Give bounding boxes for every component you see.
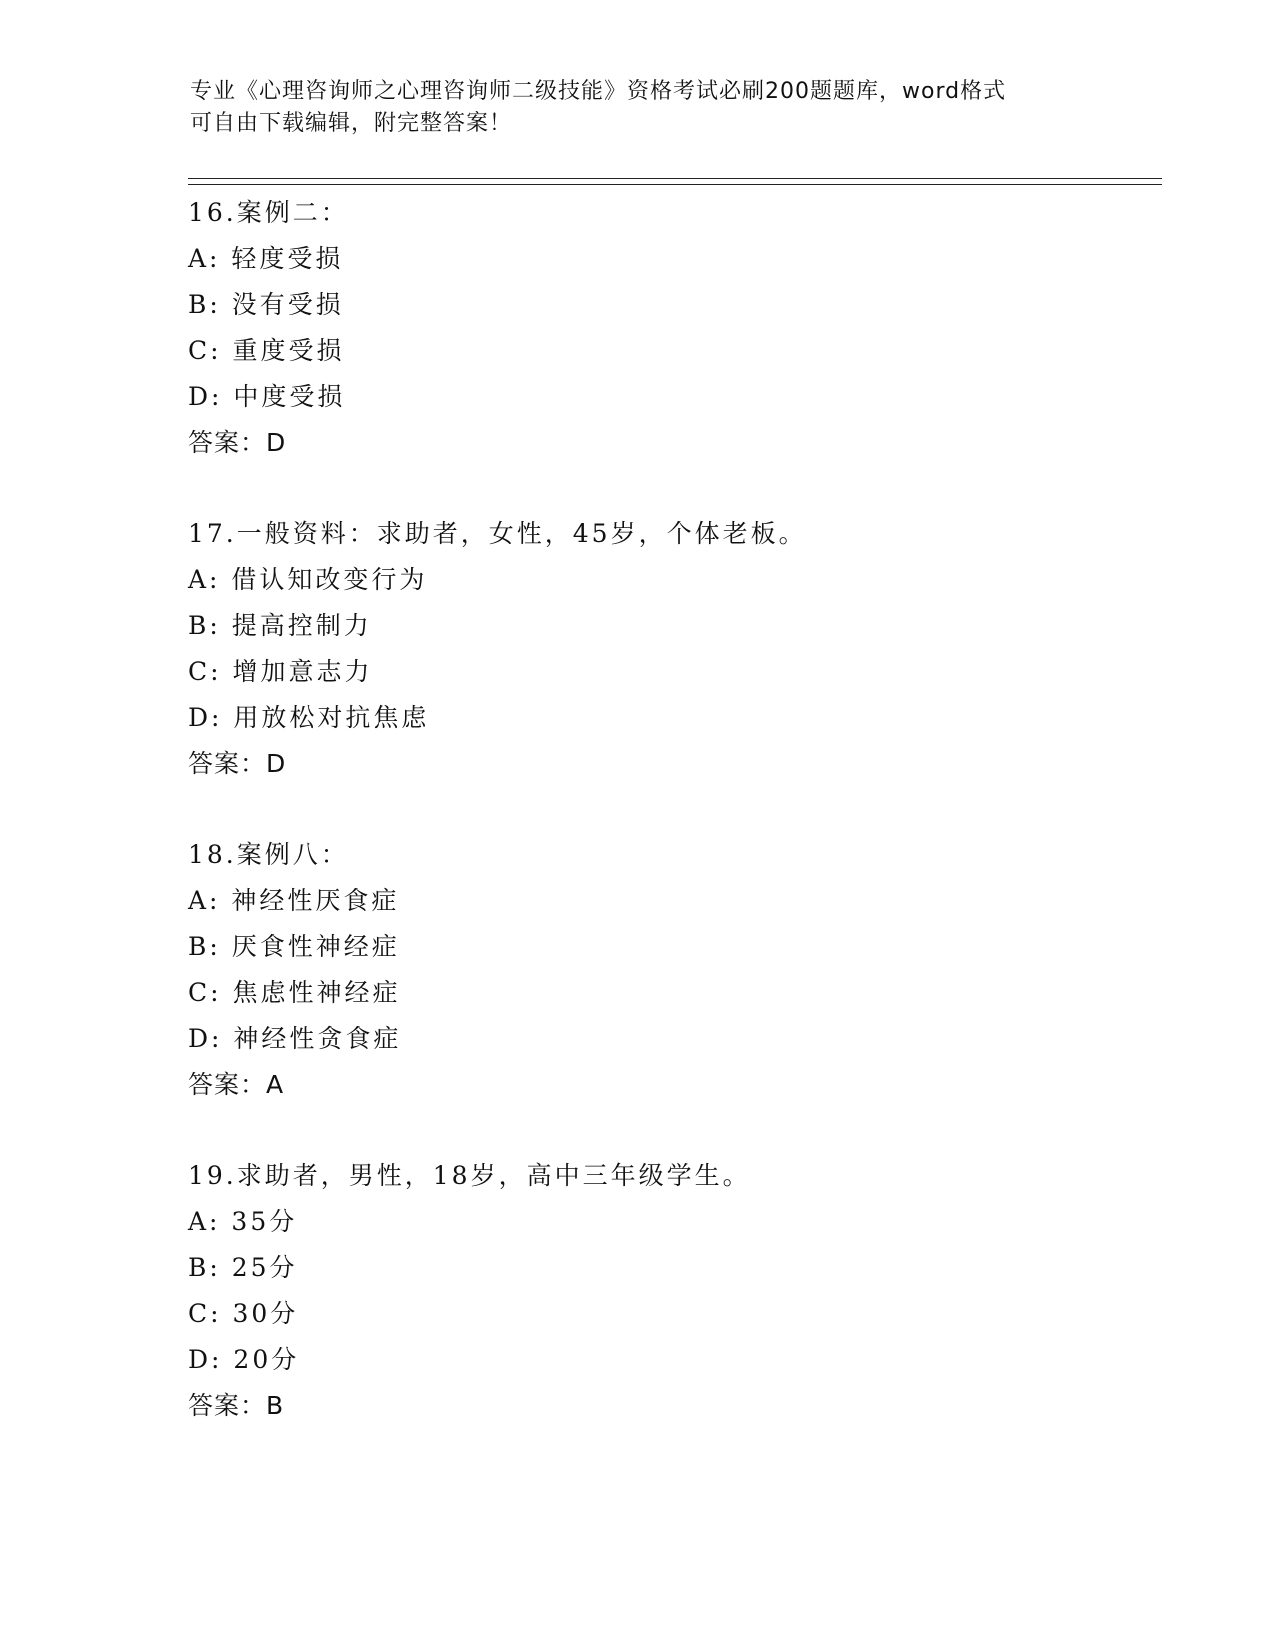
answer-line: 答案：D [188, 749, 287, 778]
option-c: C: 增加意志力 [188, 657, 373, 686]
option-c: C: 30分 [188, 1299, 299, 1328]
option-d: D: 神经性贪食症 [188, 1024, 402, 1053]
question-stem: 19.求助者，男性，18岁，高中三年级学生。 [188, 1161, 751, 1190]
answer-line: 答案：D [188, 428, 287, 457]
question-block [188, 1153, 1088, 1429]
option-c: C: 重度受损 [188, 336, 345, 365]
header-line-1: 专业《心理咨询师之心理咨询师二级技能》资格考试必刷200题题库，word格式 [190, 79, 1007, 104]
option-d: D: 用放松对抗焦虑 [188, 703, 430, 732]
question-block [188, 832, 1088, 1108]
option-b: B: 提高控制力 [188, 611, 372, 640]
option-d: D: 20分 [188, 1345, 300, 1374]
header-line-2: 可自由下载编辑，附完整答案！ [190, 111, 513, 136]
option-b: B: 25分 [188, 1253, 298, 1282]
option-a: A: 轻度受损 [188, 244, 344, 273]
answer-line: 答案：B [188, 1391, 285, 1420]
option-a: A: 35分 [188, 1207, 298, 1236]
question-block [188, 190, 1088, 466]
option-c: C: 焦虑性神经症 [188, 978, 401, 1007]
option-b: B: 厌食性神经症 [188, 932, 400, 961]
option-a: A: 神经性厌食症 [188, 886, 400, 915]
option-d: D: 中度受损 [188, 382, 346, 411]
question-stem: 16.案例二： [188, 198, 349, 227]
answer-line: 答案：A [188, 1070, 285, 1099]
question-stem: 17.一般资料：求助者，女性，45岁，个体老板。 [188, 519, 807, 548]
question-block [188, 511, 1088, 787]
option-b: B: 没有受损 [188, 290, 344, 319]
question-stem: 18.案例八： [188, 840, 349, 869]
header-divider [188, 178, 1162, 185]
option-a: A: 借认知改变行为 [188, 565, 428, 594]
document-header [190, 76, 1090, 140]
